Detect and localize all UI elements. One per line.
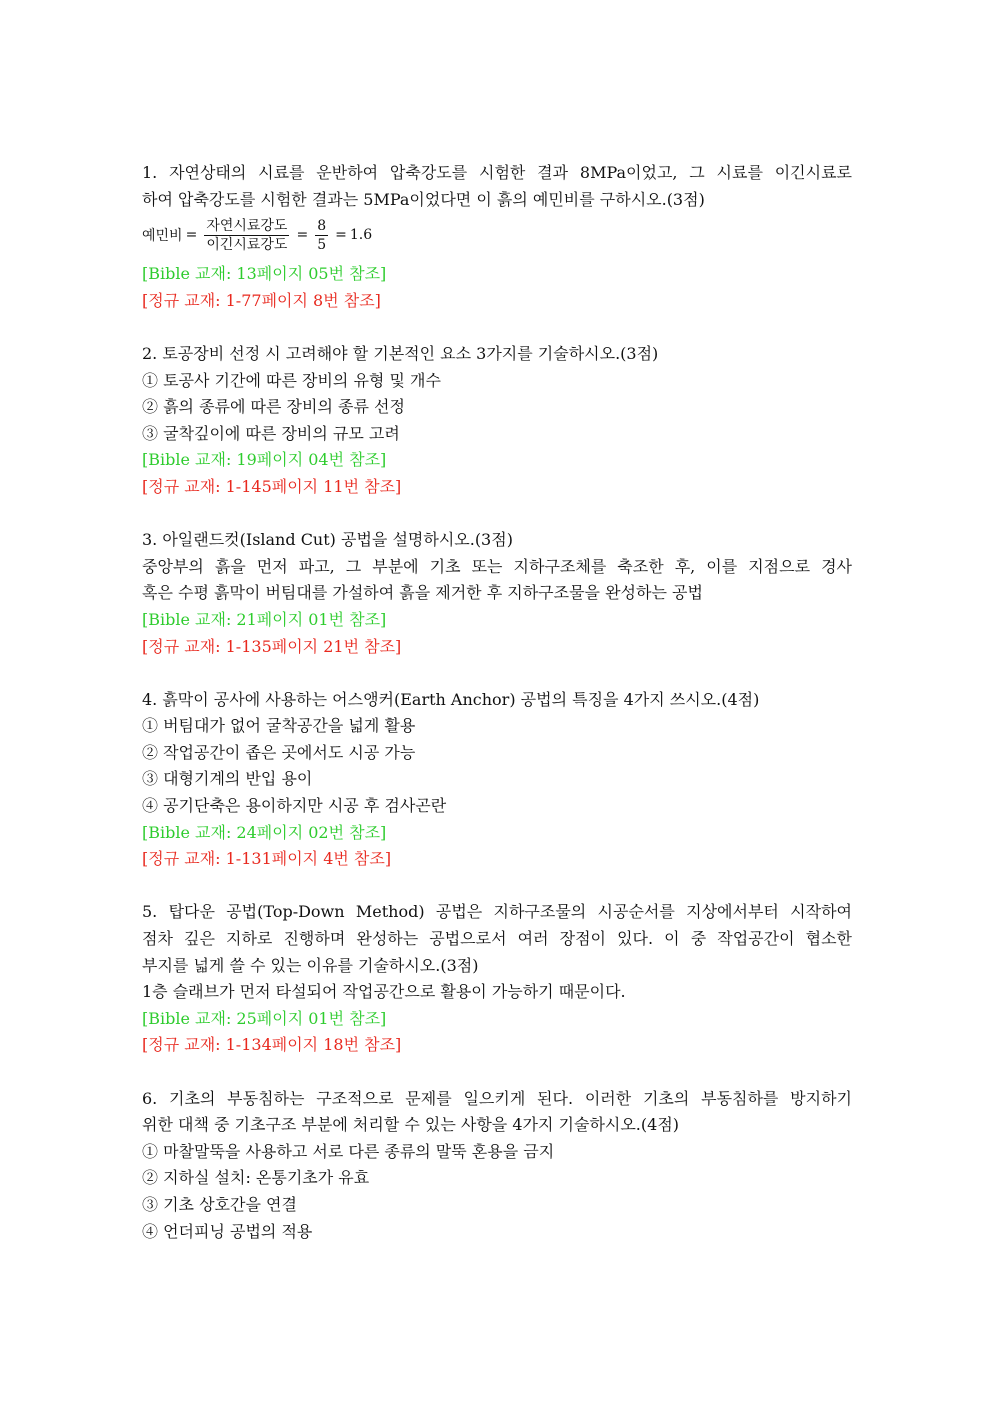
question-4-answer-4: ④ 공기단축은 용이하지만 시공 후 검사곤란 — [142, 796, 447, 816]
question-6-answer-3: ③ 기초 상호간을 연결 — [142, 1194, 297, 1214]
question-4-text: 4. 흙막이 공사에 사용하는 어스앵커(Earth Anchor) 공법의 특징을 4가지 쓰시오.(4점) — [142, 689, 760, 709]
formula-fraction-strength — [204, 218, 289, 253]
question-6-answer-4: ④ 언더피닝 공법의 적용 — [142, 1221, 313, 1241]
formula-fraction-value-numerator: 8 — [317, 217, 327, 234]
question-5-bible-reference: [Bible 교재: 25페이지 01번 참조] — [142, 1008, 387, 1028]
question-2-regular-reference: [정규 교재: 1-145페이지 11번 참조] — [142, 476, 402, 496]
spacer — [142, 501, 852, 528]
question-2-answer-1: ① 토공사 기간에 따른 장비의 유형 및 개수 — [142, 370, 441, 390]
question-1-text-line-2: 하여 압축강도를 시험한 결과는 5MPa이었다면 이 흙의 예민비를 구하시오.(3점) — [142, 189, 705, 209]
question-6 — [142, 1086, 852, 1246]
question-2-bible-reference: [Bible 교재: 19페이지 04번 참조] — [142, 450, 387, 470]
question-4 — [142, 687, 852, 873]
question-5-answer: 1층 슬래브가 먼저 타설되어 작업공간으로 활용이 가능하기 때문이다. — [142, 982, 626, 1002]
question-3-answer-line-2: 혹은 수평 흙막이 버팀대를 가설하여 흙을 제거한 후 지하구조물을 완성하는 공법 — [142, 583, 703, 603]
spacer — [142, 660, 852, 687]
formula-lhs: 예민비 — [142, 228, 183, 245]
spacer — [142, 314, 852, 341]
question-6-text-line-2: 위한 대책 중 기초구조 부분에 처리할 수 있는 사항을 4가지 기술하시오.(4점) — [142, 1115, 680, 1135]
question-1 — [142, 160, 852, 314]
question-3-bible-reference: [Bible 교재: 21페이지 01번 참조] — [142, 609, 387, 629]
question-6-answer-1: ① 마찰말뚝을 사용하고 서로 다른 종류의 말뚝 혼용을 금지 — [142, 1141, 555, 1161]
question-5-regular-reference: [정규 교재: 1-134페이지 18번 참조] — [142, 1035, 402, 1055]
question-3 — [142, 527, 852, 660]
spacer — [142, 873, 852, 900]
question-3-regular-reference: [정규 교재: 1-135페이지 21번 참조] — [142, 636, 402, 656]
formula-fraction-value-denominator: 5 — [317, 236, 327, 253]
formula-equals-3: = — [335, 227, 347, 244]
question-1-text-line-1: 1. 자연상태의 시료를 운반하여 압축강도를 시험한 결과 8MPa이었고, 그 시료를 이긴시료로 — [142, 163, 852, 182]
document-page — [142, 160, 852, 1245]
question-4-regular-reference: [정규 교재: 1-131페이지 4번 참조] — [142, 849, 392, 869]
question-5-text-line-2: 점차 깊은 지하로 진행하며 완성하는 공법으로서 여러 장점이 있다. 이 중 작업공간이 협소한 — [142, 929, 852, 949]
question-4-answer-1: ① 버팀대가 없어 굴착공간을 넓게 활용 — [142, 716, 416, 736]
question-2-text: 2. 토공장비 선정 시 고려해야 할 기본적인 요소 3가지를 기술하시오.(3점) — [142, 343, 659, 363]
question-4-bible-reference: [Bible 교재: 24페이지 02번 참조] — [142, 822, 387, 842]
question-3-text: 3. 아일랜드컷(Island Cut) 공법을 설명하시오.(3점) — [142, 530, 513, 550]
question-2-answer-2: ② 흙의 종류에 따른 장비의 종류 선정 — [142, 397, 405, 417]
spacer — [142, 1059, 852, 1086]
question-5 — [142, 899, 852, 1059]
question-5-text-line-3: 부지를 넓게 쓸 수 있는 이유를 기술하시오.(3점) — [142, 955, 479, 975]
question-3-answer-line-1: 중앙부의 흙을 먼저 파고, 그 부분에 기초 또는 지하구조체를 축조한 후, 이를 지점으로 경사 — [142, 556, 852, 576]
formula-result: 1.6 — [349, 227, 373, 244]
question-2-answer-3: ③ 굴착깊이에 따른 장비의 규모 고려 — [142, 423, 400, 443]
question-4-answer-3: ③ 대형기계의 반입 용이 — [142, 769, 313, 789]
question-2 — [142, 341, 852, 501]
formula-equals-2: = — [296, 227, 309, 244]
sensitivity-ratio-formula — [142, 213, 852, 257]
formula-fraction-values — [315, 218, 328, 253]
formula-fraction-numerator: 자연시료강도 — [206, 217, 288, 234]
question-6-answer-2: ② 지하실 설치: 온통기초가 유효 — [142, 1168, 370, 1188]
formula-fraction-denominator: 이긴시료강도 — [206, 236, 288, 253]
question-6-text-line-1: 6. 기초의 부동침하는 구조적으로 문제를 일으키게 된다. 이러한 기초의 부동침하를 방지하기 — [142, 1088, 852, 1108]
formula-equals-1: = — [185, 227, 198, 244]
question-4-answer-2: ② 작업공간이 좁은 곳에서도 시공 가능 — [142, 742, 416, 762]
question-5-text-line-1: 5. 탑다운 공법(Top-Down Method) 공법은 지하구조물의 시공순서를 지상에서부터 시작하여 — [142, 902, 852, 922]
question-1-regular-reference: [정규 교재: 1-77페이지 8번 참조] — [142, 290, 381, 310]
question-1-bible-reference: [Bible 교재: 13페이지 05번 참조] — [142, 264, 387, 284]
